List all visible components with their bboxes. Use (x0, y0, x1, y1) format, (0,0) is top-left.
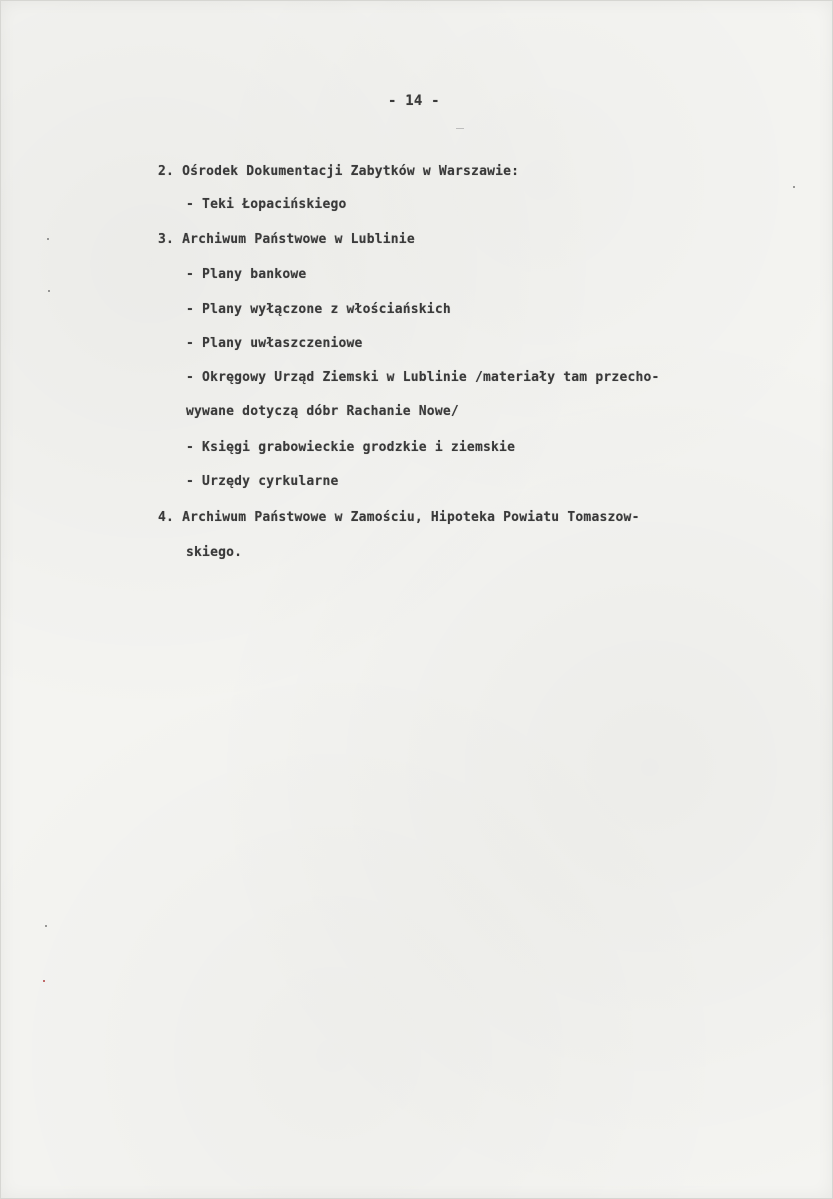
list-item-3-entry-4-continuation: wywane dotyczą dóbr Rachanie Nowe/ (186, 404, 459, 419)
paper-speck (43, 980, 45, 982)
list-item-2-entry: - Teki Łopacińskiego (186, 197, 347, 212)
list-item-3-entry-1: - Plany bankowe (186, 267, 307, 282)
paper-speck (45, 925, 47, 927)
list-item-4-continuation: skiego. (186, 545, 243, 560)
list-item-3-entry-5: - Księgi grabowieckie grodzkie i ziemskie (186, 440, 516, 455)
list-item-3-entry-6: - Urzędy cyrkularne (186, 474, 339, 489)
paper-speck (48, 290, 50, 292)
page-number: - 14 - (388, 93, 440, 109)
list-item-3-entry-4: - Okręgowy Urząd Ziemski w Lublinie /materiały tam przecho- (186, 370, 660, 385)
stray-mark (456, 128, 464, 129)
list-item-3-heading: 3. Archiwum Państwowe w Lublinie (158, 232, 415, 247)
list-item-2-heading: 2. Ośrodek Dokumentacji Zabytków w Warszawie: (158, 164, 520, 179)
list-item-3-entry-2: - Plany wyłączone z włościańskich (186, 302, 451, 317)
list-item-3-entry-3: - Plany uwłaszczeniowe (186, 336, 363, 351)
list-item-4-heading: 4. Archiwum Państwowe w Zamościu, Hipoteka Powiatu Tomaszow- (158, 510, 640, 525)
paper-speck (47, 238, 49, 240)
paper-speck (793, 186, 795, 188)
